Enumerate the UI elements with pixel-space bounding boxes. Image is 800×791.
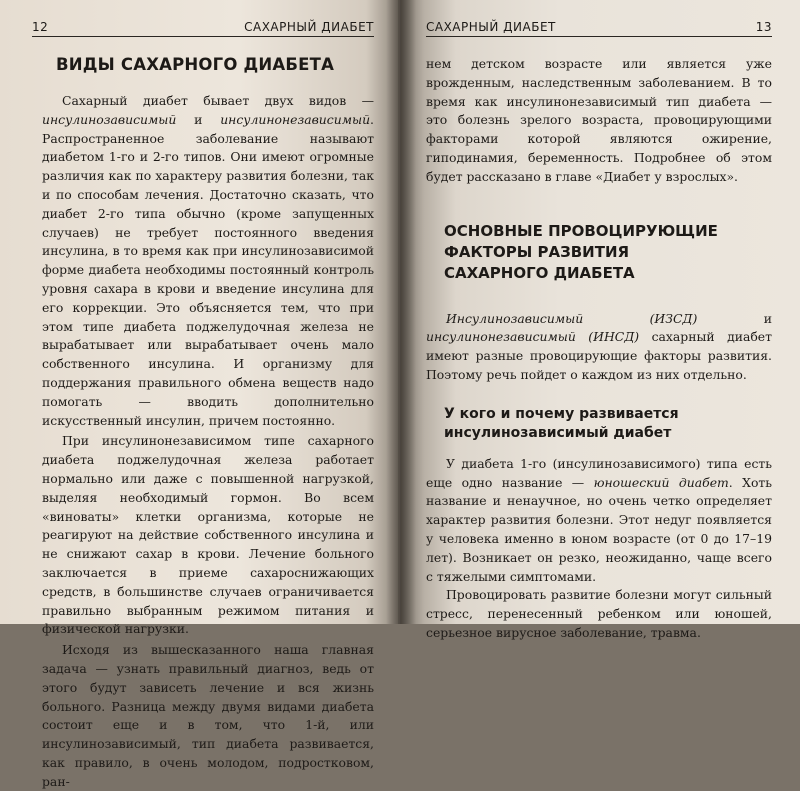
paragraph-intro: Инсулинозависимый (ИЗСД) и инсулинонезависимый (ИНСД) сахарный диабет имеют разные провоцирующие факторы развития. Поэтому речь пойдет о каждом из них отдельно. bbox=[426, 310, 773, 382]
running-header-right bbox=[426, 20, 772, 37]
paragraph-5: Провоцировать развитие болезни могут сильный стресс, перенесенный ребенком или юношей, серьезное вирусное заболевание, травма. bbox=[426, 587, 772, 640]
left-page bbox=[0, 0, 398, 789]
left-body bbox=[42, 92, 374, 791]
running-head-left: САХАРНЫЙ ДИАБЕТ bbox=[244, 20, 374, 34]
right-page bbox=[400, 0, 800, 640]
running-head-right: САХАРНЫЙ ДИАБЕТ bbox=[426, 20, 556, 34]
chapter-heading: ВИДЫ САХАРНОГО ДИАБЕТА bbox=[56, 55, 335, 74]
page-number-left: 12 bbox=[32, 20, 49, 34]
page-number-right: 13 bbox=[755, 20, 772, 34]
right-body-intro bbox=[426, 310, 772, 385]
paragraph-4: У диабета 1-го (инсулинозависимого) типа есть еще одно название — юношеский диабет. Хоть название и ненаучное, но очень четко определяет характер развития болезни. Этот недуг появляется у человека именно в юном возрасте (от 0 до 17–19 лет). Возникает он резко, неожиданно, чаще всего с тяжелыми симптомами. bbox=[426, 455, 773, 584]
paragraph-2: При инсулинонезависимом типе сахарного диабета поджелудочная железа работает нормально или даже с повышенной нагрузкой, выделяя необходимый гормон. Во всем «виноваты» клетки организма, которые не реагируют на действие собственного инсулина и не снижают сахар в крови. Лечение больного заключается в приеме сахароснижающих средств, в большинстве случаев ограничивается правильно выбранным режимом питания и физической нагрузки. bbox=[42, 433, 374, 637]
paragraph-3: Исходя из вышесказанного наша главная задача — узнать правильный диагноз, ведь от этого будут зависеть лечение и вся жизнь больного. Разница между двумя видами диабета состоит еще и в том, что 1-й, или инсулинозависимый, тип диабета развивается, как правило, в очень молодом, подростковом, ран- bbox=[42, 642, 374, 789]
paragraph-1: Сахарный диабет бывает двух видов — инсулинозависимый и инсулинонезависимый. Распространенное заболевание называют диабетом 1-го и 2-го типов. Они имеют огромные различия как по характеру развития болезни, так и по способам лечения. Достаточно сказать, что диабет 2-го типа обычно (кроме запущенных случаев) не требует постоянного введения инсулина, в то время как при инсулинозависимой форме диабета необходимы постоянный контроль уровня сахара в крови и введение инсулина для его коррекции. Это объясняется тем, что при этом типе диабета поджелудочная железа не вырабатывает или вырабатывает очень мало собственного инсулина. И организму для поддержания правильного обмена веществ надо помогать — вводить дополнительно искусственный инсулин, причем постоянно. bbox=[42, 93, 374, 428]
section-heading: ОСНОВНЫЕ ПРОВОЦИРУЮЩИЕ ФАКТОРЫ РАЗВИТИЯ САХАРНОГО ДИАБЕТА bbox=[444, 221, 718, 282]
subsection-heading: У кого и почему развивается инсулинозависимый диабет bbox=[444, 405, 679, 441]
paragraph-continued: нем детском возрасте или является уже врожденным, наследственным заболеванием. В то время как инсулинонезависимый тип диабета — это болезнь зрелого возраста, провоцирующими факторами которой являются ожирение, гиподинамия, беременность. Подробнее об этом будет рассказано в главе «Диабет у взрослых». bbox=[426, 56, 772, 184]
right-body-main bbox=[426, 455, 772, 643]
right-body bbox=[426, 55, 772, 187]
book-gutter bbox=[386, 0, 416, 624]
running-header-left bbox=[32, 20, 374, 37]
